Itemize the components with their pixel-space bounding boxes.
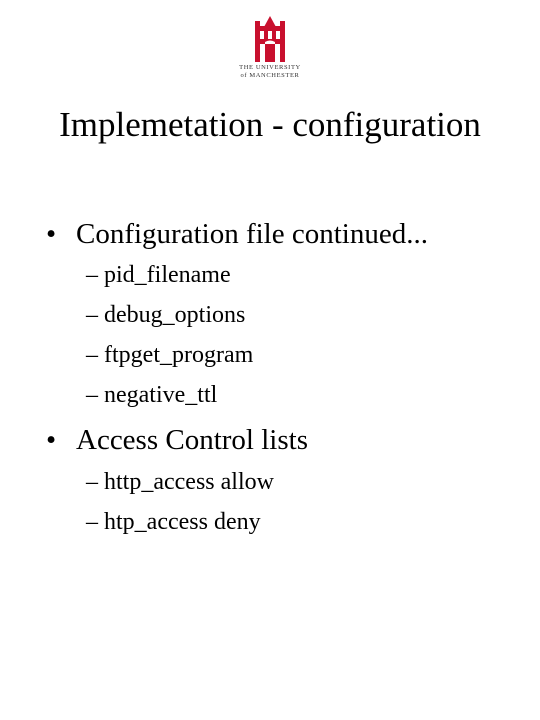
sub-item-http-access-allow: [86, 467, 274, 497]
manchester-crest-icon: [252, 14, 288, 62]
sub-item-text: negative_ttl: [104, 382, 218, 408]
dash-marker: –: [86, 382, 98, 408]
sub-item-text: http_access allow: [104, 469, 274, 495]
dash-marker: –: [86, 469, 98, 495]
logo-text-line2: of MANCHESTER: [240, 72, 300, 79]
sub-item-text: pid_filename: [104, 262, 231, 288]
bullet-text: Configuration file continued...: [76, 218, 428, 250]
bullet-text: Access Control lists: [76, 424, 308, 456]
sub-item-text: debug_options: [104, 302, 246, 328]
bullet-marker: •: [46, 218, 57, 250]
sub-item-ftpget-program: [86, 340, 253, 370]
dash-marker: –: [86, 262, 98, 288]
slide-title: Implemetation - configuration: [59, 105, 481, 144]
university-logo: [238, 14, 302, 80]
bullet-configuration-file: [46, 217, 428, 251]
sub-item-text: ftpget_program: [104, 342, 254, 368]
sub-item-htp-access-deny: [86, 507, 261, 537]
sub-item-negative-ttl: [86, 380, 217, 410]
sub-item-pid-filename: [86, 260, 231, 290]
dash-marker: –: [86, 509, 98, 535]
dash-marker: –: [86, 302, 98, 328]
bullet-access-control-lists: [46, 423, 308, 457]
bullet-marker: •: [46, 424, 57, 456]
sub-item-debug-options: [86, 300, 245, 330]
dash-marker: –: [86, 342, 98, 368]
logo-text-line1: THE UNIVERSITY: [239, 64, 301, 71]
sub-item-text: htp_access deny: [104, 509, 261, 535]
